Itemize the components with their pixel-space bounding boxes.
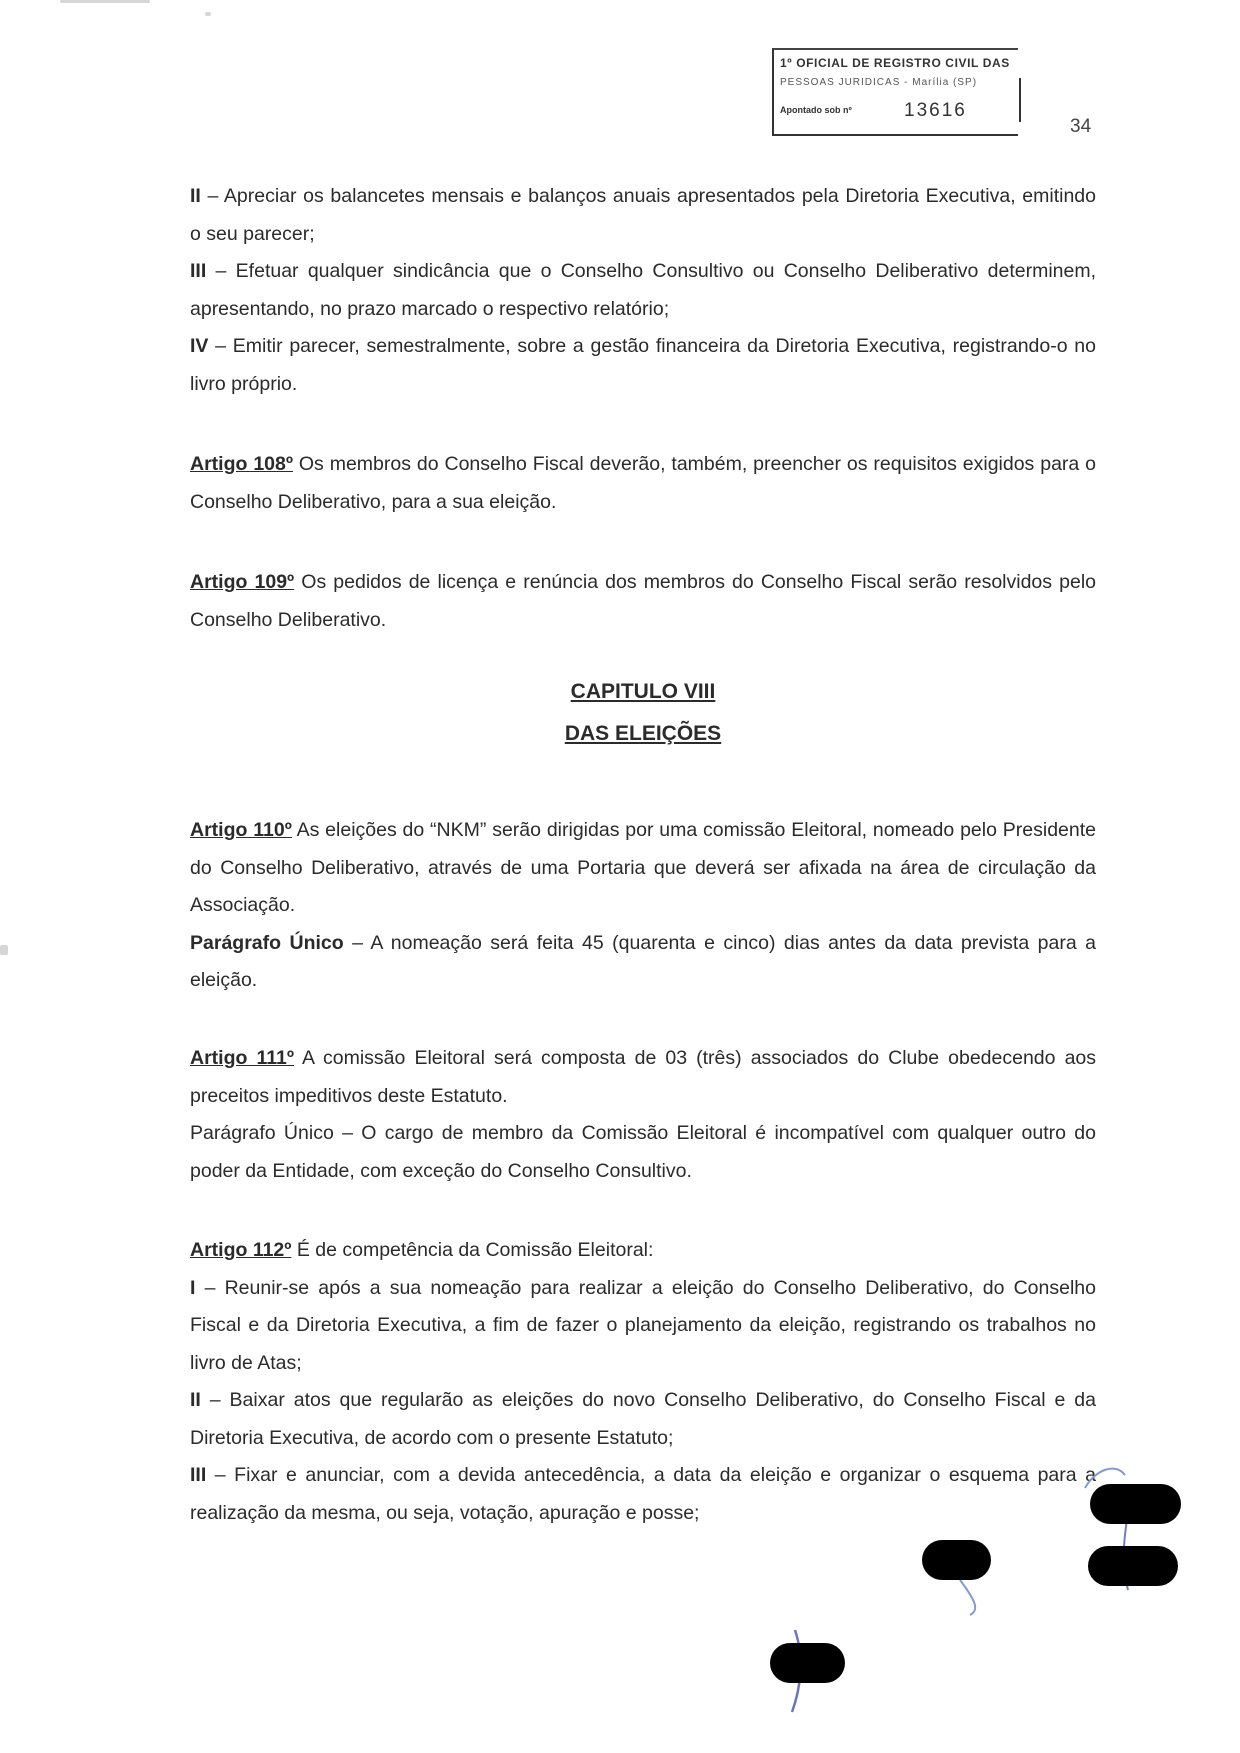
page-number: 34 [1070, 116, 1092, 137]
article-109-text: Os pedidos de licença e renúncia dos membros do Conselho Fiscal serão resolvidos pelo Conselho Deliberativo. [190, 571, 1097, 631]
article-111-paragraph: Parágrafo Único – O cargo de membro da Comissão Eleitoral é incompatível com qualquer outro do poder da Entidade, com exceção do Conselho Consultivo. [190, 1122, 1096, 1182]
stamp-line-2: PESSOAS JURIDICAS - Marília (SP) [780, 77, 978, 88]
article-111-title: Artigo 111º [190, 1047, 294, 1069]
article-110-paragraph-text: – A nomeação será feita 45 (quarenta e cinco) dias antes da data prevista para a eleição. [190, 931, 1096, 991]
article-111-text: A comissão Eleitoral será composta de 03 (três) associados do Clube obedecendo aos preceitos impeditivos deste Estatuto. [190, 1047, 1097, 1107]
article-108-text: Os membros do Conselho Fiscal deverão, também, preencher os requisitos exigidos para o Conselho Deliberativo, para a sua eleição. [190, 453, 1097, 513]
chapter-title: DAS ELEIÇÕES [564, 722, 722, 745]
stamp-line-3: Apontado sob nº [780, 105, 852, 115]
article-112-title: Artigo 112º [190, 1239, 292, 1261]
stamp-line-1: 1º OFICIAL DE REGISTRO CIVIL DAS [780, 56, 1010, 70]
article-109-title: Artigo 109º [190, 571, 295, 593]
article-112-item-iii: III – Fixar e anunciar, com a devida antecedência, a data da eleição e organizar o esquema para a realização da mesma, ou seja, votação, apuração e posse; [190, 1464, 1096, 1524]
article-110-title: Artigo 110º [190, 819, 292, 841]
article-110-paragraph-label: Parágrafo Único [190, 931, 344, 954]
redaction-mark [1088, 1546, 1178, 1586]
item-ii: II – Apreciar os balancetes mensais e balanços anuais apresentados pela Diretoria Executiva, emitindo o seu parecer; [190, 185, 1096, 245]
article-108-title: Artigo 108º [190, 453, 293, 475]
chapter-number: CAPITULO VIII [570, 680, 716, 703]
article-112-item-ii: II – Baixar atos que regularão as eleições do novo Conselho Deliberativo, do Conselho Fiscal e da Diretoria Executiva, de acordo com o presente Estatuto; [190, 1389, 1096, 1449]
article-110-text: As eleições do “NKM” serão dirigidas por uma comissão Eleitoral, nomeado pelo Presidente do Conselho Deliberativo, através de uma Portaria que deverá ser afixada na área de circulação da Associação. [190, 819, 1096, 916]
item-iii: III – Efetuar qualquer sindicância que o Conselho Consultivo ou Conselho Deliberativo determinem, apresentando, no prazo marcado o respectivo relatório; [190, 260, 1096, 320]
redaction-mark [922, 1540, 991, 1580]
article-112-item-i: I – Reunir-se após a sua nomeação para realizar a eleição do Conselho Deliberativo, do Conselho Fiscal e da Diretoria Executiva, a fim de fazer o planejamento da eleição, registrando os trabalhos no livro de Atas; [190, 1276, 1096, 1374]
article-112-text: É de competência da Comissão Eleitoral: [291, 1239, 654, 1261]
stamp-number: 13616 [904, 100, 967, 121]
item-iv: IV – Emitir parecer, semestralmente, sobre a gestão financeira da Diretoria Executiva, registrando-o no livro próprio. [190, 335, 1096, 395]
redaction-mark [770, 1643, 845, 1683]
redaction-mark [1090, 1484, 1181, 1524]
